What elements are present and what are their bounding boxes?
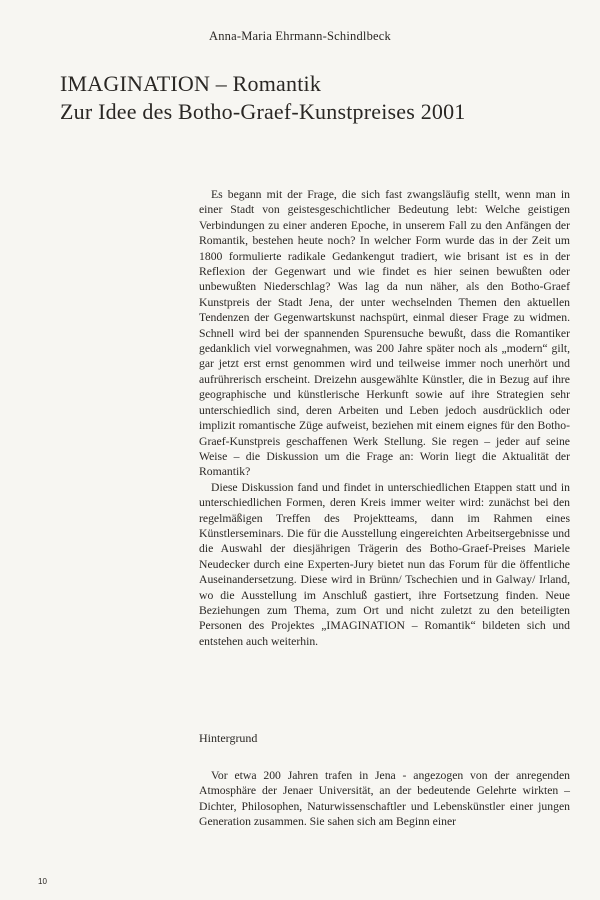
page-title [60, 70, 580, 126]
section-body [199, 768, 570, 830]
paragraph-1: Es begann mit der Frage, die sich fast zwangsläufig stellt, wenn man in einer Stadt von geistesgeschichtlicher Bedeutung lebt: Welche geistigen Verbindungen zu einer anderen Epoche, in unserem Fall zu den Anfängen der Romantik, bestehen heute noch? In welcher Form wurde das in der Zeit um 1800 formulierte radikale Gedankengut tradiert, wie brisant ist es in der Reflexion der Gegenwart und wie findet es hier seinen bewußten oder unbewußten Niederschlag? Was lag da nun näher, als den Botho-Graef Kunstpreis der Stadt Jena, der unter wechselnden Themen den aktuellen Tendenzen der Gegenwartskunst nachspürt, einmal dieser Frage zu widmen. Schnell wird bei der spannenden Spurensuche bewußt, dass die Romantiker gedanklich viel vorwegnahmen, was 200 Jahre später noch als „modern“ gilt, gar jetzt erst ernst genommen wird und teilweise immer noch unerhört und aufrührerisch erscheint. Dreizehn ausgewählte Künstler, die in Bezug auf ihre geographische und künstlerische Herkunft sowie auf ihre Strategien sehr unterschiedlich sind, deren Arbeiten und Leben jedoch ausdrücklich oder implizit romantische Züge aufweist, beziehen mit einem eignes für den Botho-Graef-Kunstpreis geschaffenen Werk Stellung. Sie regen – jeder auf seine Weise – die Diskussion um die Frage an: Worin liegt die Aktualität der Romantik? [199, 188, 570, 479]
section-heading: Hintergrund [199, 731, 258, 745]
paragraph-2: Diese Diskussion fand und findet in unterschiedlichen Etappen statt und in unterschiedlichen Formen, deren Kreis immer weiter wird: zunächst bei den regelmäßigen Treffen des Projektteams, dann im Rahmen eines Künstlerseminars. Die für die Ausstellung eingereichten Arbeitsergebnisse und die Auswahl der diesjährigen Trägerin des Botho-Graef-Preises Mariele Neudecker durch eine Experten-Jury bietet nun das Forum für die öffentliche Auseinandersetzung. Diese wird in Brünn/ Tschechien und in Galway/ Irland, wo die Ausstellung im Anschluß gastiert, ihre Fortsetzung finden. Neue Beziehungen zum Thema, zum Ort und nicht zuletzt zu den beteiligten Personen des Projektes „IMAGINATION – Romantik“ bildeten sich und entstehen auch weiterhin. [199, 480, 570, 648]
title-line-2: Zur Idee des Botho-Graef-Kunstpreises 2001 [60, 99, 466, 124]
section-paragraph: Vor etwa 200 Jahren trafen in Jena - angezogen von der anregenden Atmosphäre der Jenaer Universität, an der bedeutende Gelehrte wirkten – Dichter, Philosophen, Naturwissenschaftler und Lebenskünstler einer jungen Generation zusammen. Sie sahen sich am Beginn einer [199, 769, 570, 829]
page-number: 10 [38, 877, 47, 886]
title-line-1: IMAGINATION – Romantik [60, 71, 322, 96]
author-name: Anna-Maria Ehrmann-Schindlbeck [209, 29, 391, 43]
article-body [199, 187, 570, 649]
